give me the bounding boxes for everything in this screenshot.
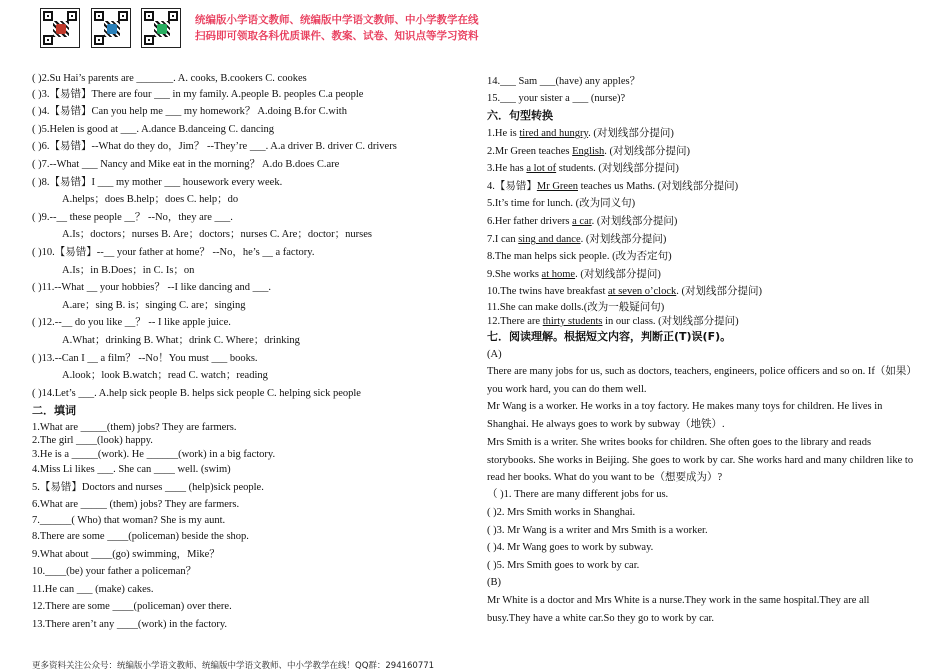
transform-item: 12.There are thirty students in our class. (对划线部分提问) (487, 316, 739, 327)
passage-a-paragraph: Mr Wang is a worker. He works in a toy factory. He makes many toys for children. He lives in Shanghai. He always goes to work by subway（地铁）. (487, 401, 883, 430)
transform-item: 6.Her father drivers a car. (对划线部分提问) (487, 216, 678, 227)
mc-options-8: A.helps；does B.help；does C. help；do (62, 194, 239, 205)
mc-question-3: ( )3.【易错】There are four ___ in my family. A.people B. peoples C.a people (32, 89, 364, 100)
section-6-title: 六．句型转换 (487, 109, 553, 122)
mc-question-8: ( )8.【易错】I ___ my mother ___ housework every week. (32, 177, 283, 188)
header-line-2: 扫码即可领取各科优质课件、教案、试卷、知识点等学习资料 (195, 30, 479, 42)
qr-code-icon (40, 8, 80, 48)
transform-item: 3.He has a lot of students. (对划线部分提问) (487, 163, 679, 174)
mc-question-13: ( )13.--Can I __ a film？ --No！You must ___ books. (32, 353, 258, 364)
mc-question-14: ( )14.Let’s ___. A.help sick people B. helps sick people C. helping sick people (32, 388, 361, 399)
fill-item: 12.There are some ____(policeman) over there. (32, 601, 232, 612)
mc-question-7: ( )7.--What ___ Nancy and Mike eat in the morning？ A.do B.does C.are (32, 159, 340, 170)
transform-item: 9.She works at home. (对划线部分提问) (487, 269, 661, 280)
fill-item: 11.He can ___ (make) cakes. (32, 584, 154, 595)
tf-item: ( )2. Mrs Smith works in Shanghai. (487, 507, 636, 518)
mc-options-12: A.What；drinking B. What；drink C. Where；drinking (62, 335, 300, 346)
fill-item: 7.______( Who) that woman? She is my aunt. (32, 515, 226, 526)
mc-options-13: A.look；look B.watch；read C. watch；reading (62, 370, 268, 381)
mc-question-2: ( )2.Su Hai’s parents are _______. A. cooks, B.cookers C. cookes (32, 73, 307, 84)
mc-question-11: ( )11.--What __ your hobbies？ --I like dancing and ___. (32, 282, 272, 293)
fill-item: 8.There are some ____(policeman) beside the shop. (32, 531, 249, 542)
tf-item: （ )1. There are many different jobs for us. (487, 489, 669, 500)
transform-item: 1.He is tired and hungry. (对划线部分提问) (487, 128, 674, 139)
mc-question-6: ( )6.【易错】--What do they do，Jim？ --They’re ___. A.a driver B. driver C. drivers (32, 141, 397, 152)
mc-question-9: ( )9.--__ these people __？ --No，they are ___. (32, 212, 233, 223)
mc-options-9: A.Is；doctors；nurses B. Are；doctors；nurses C. Are；doctor；nurses (62, 229, 373, 240)
transform-item: 10.The twins have breakfast at seven o’clock. (对划线部分提问) (487, 286, 762, 297)
section-2-title: 二．填词 (32, 404, 76, 417)
mc-question-12: ( )12.--__ do you like __？ -- I like apple juice. (32, 317, 231, 328)
section-7-title: 七．阅读理解。根据短文内容，判断正(T)误(F)。 (487, 330, 732, 343)
transform-item: 2.Mr Green teaches English. (对划线部分提问) (487, 146, 690, 157)
transform-item: 8.The man helps sick people. (改为否定句) (487, 251, 672, 262)
fill-item: 4.Miss Li likes ___. She can ____ well. (swim) (32, 464, 231, 475)
qr-code-icon (141, 8, 181, 48)
mc-question-5: ( )5.Helen is good at ___. A.dance B.danceing C. dancing (32, 124, 275, 135)
header-text (195, 12, 479, 44)
transform-item: 7.I can sing and dance. (对划线部分提问) (487, 234, 667, 245)
passage-a-paragraph: Mrs Smith is a writer. She writes books for children. She often goes to the library and reads storybooks. She works in Beijing. She goes to work by car. She works hard and many children like to read her books. What do you want to be（想要成为）? (487, 437, 914, 484)
footer-note: 更多资料关注公众号：统编版小学语文教师、统编版中学语文教师、中小学教学在线！QQ群：294160771 (32, 661, 435, 671)
mc-question-4: ( )4.【易错】Can you help me ___ my homework？ A.doing B.for C.with (32, 106, 347, 117)
header-line-1: 统编版小学语文教师、统编版中学语文教师、中小学教学在线 (195, 14, 479, 26)
mc-options-10: A.Is；in B.Does；in C. Is；on (62, 265, 195, 276)
fill-item: 14.___ Sam ___(have) any apples？ (487, 76, 641, 87)
passage-b-paragraph: Mr White is a doctor and Mrs White is a nurse.They work in the same hospital.They are all busy.They have a white car.So they go to work by car. (487, 595, 870, 624)
qr-code-icon (91, 8, 131, 48)
fill-item: 15.___ your sister a ___ (nurse)? (487, 93, 626, 104)
transform-item: 4.【易错】Mr Green teaches us Maths. (对划线部分提问) (487, 181, 739, 192)
tf-item: ( )3. Mr Wang is a writer and Mrs Smith is a worker. (487, 525, 708, 536)
fill-item: 13.There aren’t any ____(work) in the factory. (32, 619, 228, 630)
passage-b-label: (B) (487, 577, 501, 588)
passage-a-paragraph: There are many jobs for us, such as doctors, teachers, engineers, police officers and so on. If（如果）you work hard, you can do them well. (487, 366, 912, 395)
fill-item: 10.____(be) your father a policeman？ (32, 566, 197, 577)
passage-a-label: (A) (487, 349, 502, 360)
fill-item: 1.What are _____(them) jobs? They are farmers. (32, 422, 237, 433)
fill-item: 5.【易错】Doctors and nurses ____ (help)sick people. (32, 482, 264, 493)
mc-question-10: ( )10.【易错】--__ your father at home？ --No，he’s __ a factory. (32, 247, 315, 258)
fill-item: 9.What about ____(go) swimming，Mike？ (32, 549, 220, 560)
tf-item: ( )4. Mr Wang goes to work by subway. (487, 542, 654, 553)
fill-item: 6.What are _____ (them) jobs? They are farmers. (32, 499, 240, 510)
mc-options-11: A.are；sing B. is；singing C. are；singing (62, 300, 246, 311)
header (40, 8, 560, 50)
tf-item: ( )5. Mrs Smith goes to work by car. (487, 560, 640, 571)
fill-item: 2.The girl ____(look) happy. (32, 435, 153, 446)
transform-item: 11.She can make dolls.(改为一般疑问句) (487, 302, 665, 313)
fill-item: 3.He is a _____(work). He ______(work) in a big factory. (32, 449, 276, 460)
transform-item: 5.It’s time for lunch. (改为同义句) (487, 198, 636, 209)
